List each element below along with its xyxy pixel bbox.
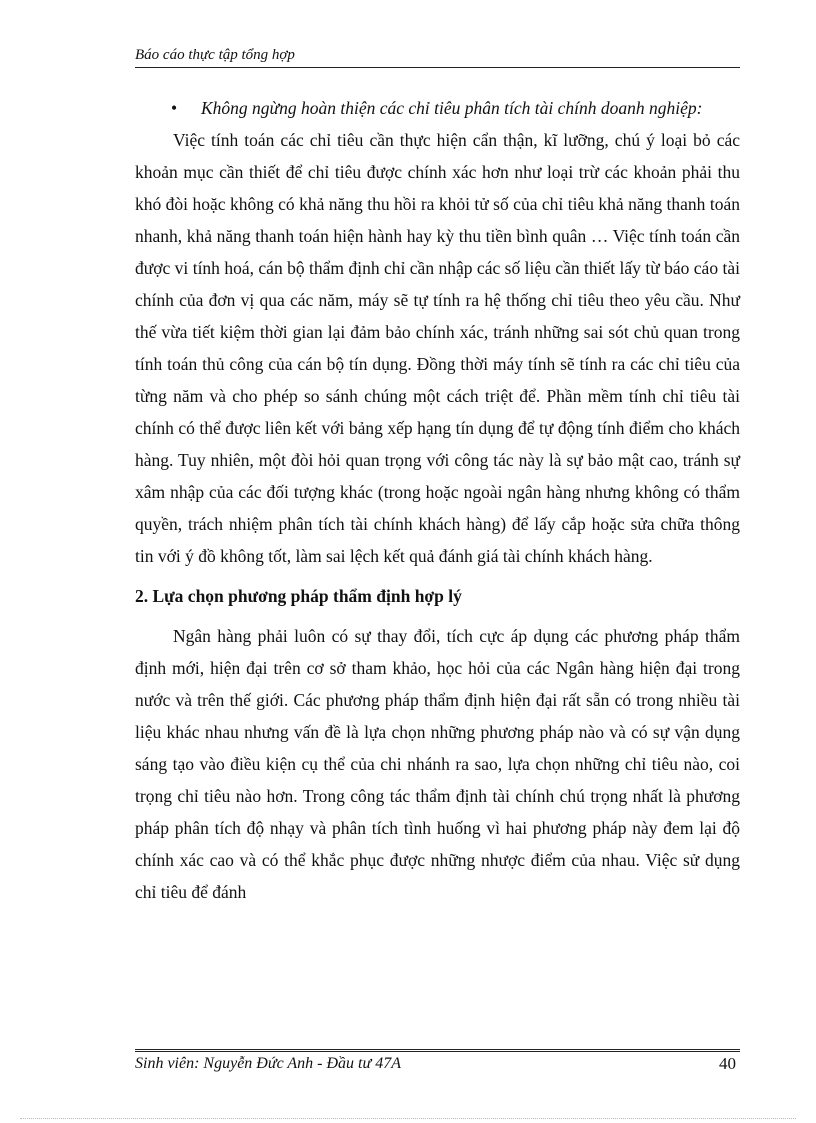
footer-student: Sinh viên: Nguyễn Đức Anh - Đầu tư 47A (135, 1055, 401, 1072)
bullet-item (135, 92, 740, 124)
page-number: 40 (719, 1054, 736, 1073)
page-header (135, 47, 740, 68)
bullet-text: Không ngừng hoàn thiện các chỉ tiêu phân tích tài chính doanh nghiệp: (201, 98, 703, 118)
header-title: Báo cáo thực tập tổng hợp (135, 47, 295, 63)
page-footer (135, 1049, 740, 1073)
page-bottom-divider (20, 1118, 796, 1119)
paragraph-2: Ngân hàng phải luôn có sự thay đổi, tích cực áp dụng các phương pháp thẩm định mới, hiện đại trên cơ sở tham khảo, học hỏi của các Ngân hàng hiện đại trong nước và trên thế giới. Các phương pháp thẩm định hiện đại rất sẵn có trong nhiều tài liệu khác nhau nhưng vấn đề là lựa chọn những phương pháp nào và có sự vận dụng sáng tạo vào điều kiện cụ thể của chi nhánh ra sao, lựa chọn những chỉ tiêu nào, coi trọng chỉ tiêu nào hơn. Trong công tác thẩm định tài chính chú trọng nhất là phương pháp phân tích độ nhạy và phân tích tình huống vì hai phương pháp này đem lại độ chính xác cao và có thể khắc phục được những nhược điểm của nhau. Việc sử dụng chỉ tiêu để đánh (135, 626, 740, 902)
bullet-icon: • (171, 98, 178, 118)
section-heading: 2. Lựa chọn phương pháp thẩm định hợp lý (135, 586, 462, 606)
paragraph-1: Việc tính toán các chỉ tiêu cần thực hiện cẩn thận, kĩ lưỡng, chú ý loại bỏ các khoản mục cần thiết để chỉ tiêu được chính xác hơn như loại trừ các khoản phải thu khó đòi hoặc không có khả năng thu hồi ra khỏi tử số của chỉ tiêu khả năng thanh toán nhanh, khả năng thanh toán hiện hành hay kỳ thu tiền bình quân … Việc tính toán cần được vi tính hoá, cán bộ thẩm định chỉ cần nhập các số liệu cần thiết lấy từ báo cáo tài chính của đơn vị qua các năm, máy sẽ tự tính ra hệ thống chỉ tiêu theo yêu cầu. Như thế vừa tiết kiệm thời gian lại đảm bảo chính xác, tránh những sai sót chủ quan trong tính toán thủ công của cán bộ tín dụng. Đồng thời máy tính sẽ tính ra các chỉ tiêu của từng năm và cho phép so sánh chúng một cách triệt để. Phần mềm tính chỉ tiêu tài chính có thể được liên kết với bảng xếp hạng tín dụng để tự động tính điểm cho khách hàng. Tuy nhiên, một đòi hỏi quan trọng với công tác này là sự bảo mật cao, tránh sự xâm nhập của các đối tượng khác (trong hoặc ngoài ngân hàng nhưng không có thẩm quyền, trách nhiệm phân tích tài chính khách hàng) để lấy cắp hoặc sửa chữa thông tin với ý đồ không tốt, làm sai lệch kết quả đánh giá tài chính khách hàng. (135, 130, 740, 566)
page-content (135, 92, 740, 908)
